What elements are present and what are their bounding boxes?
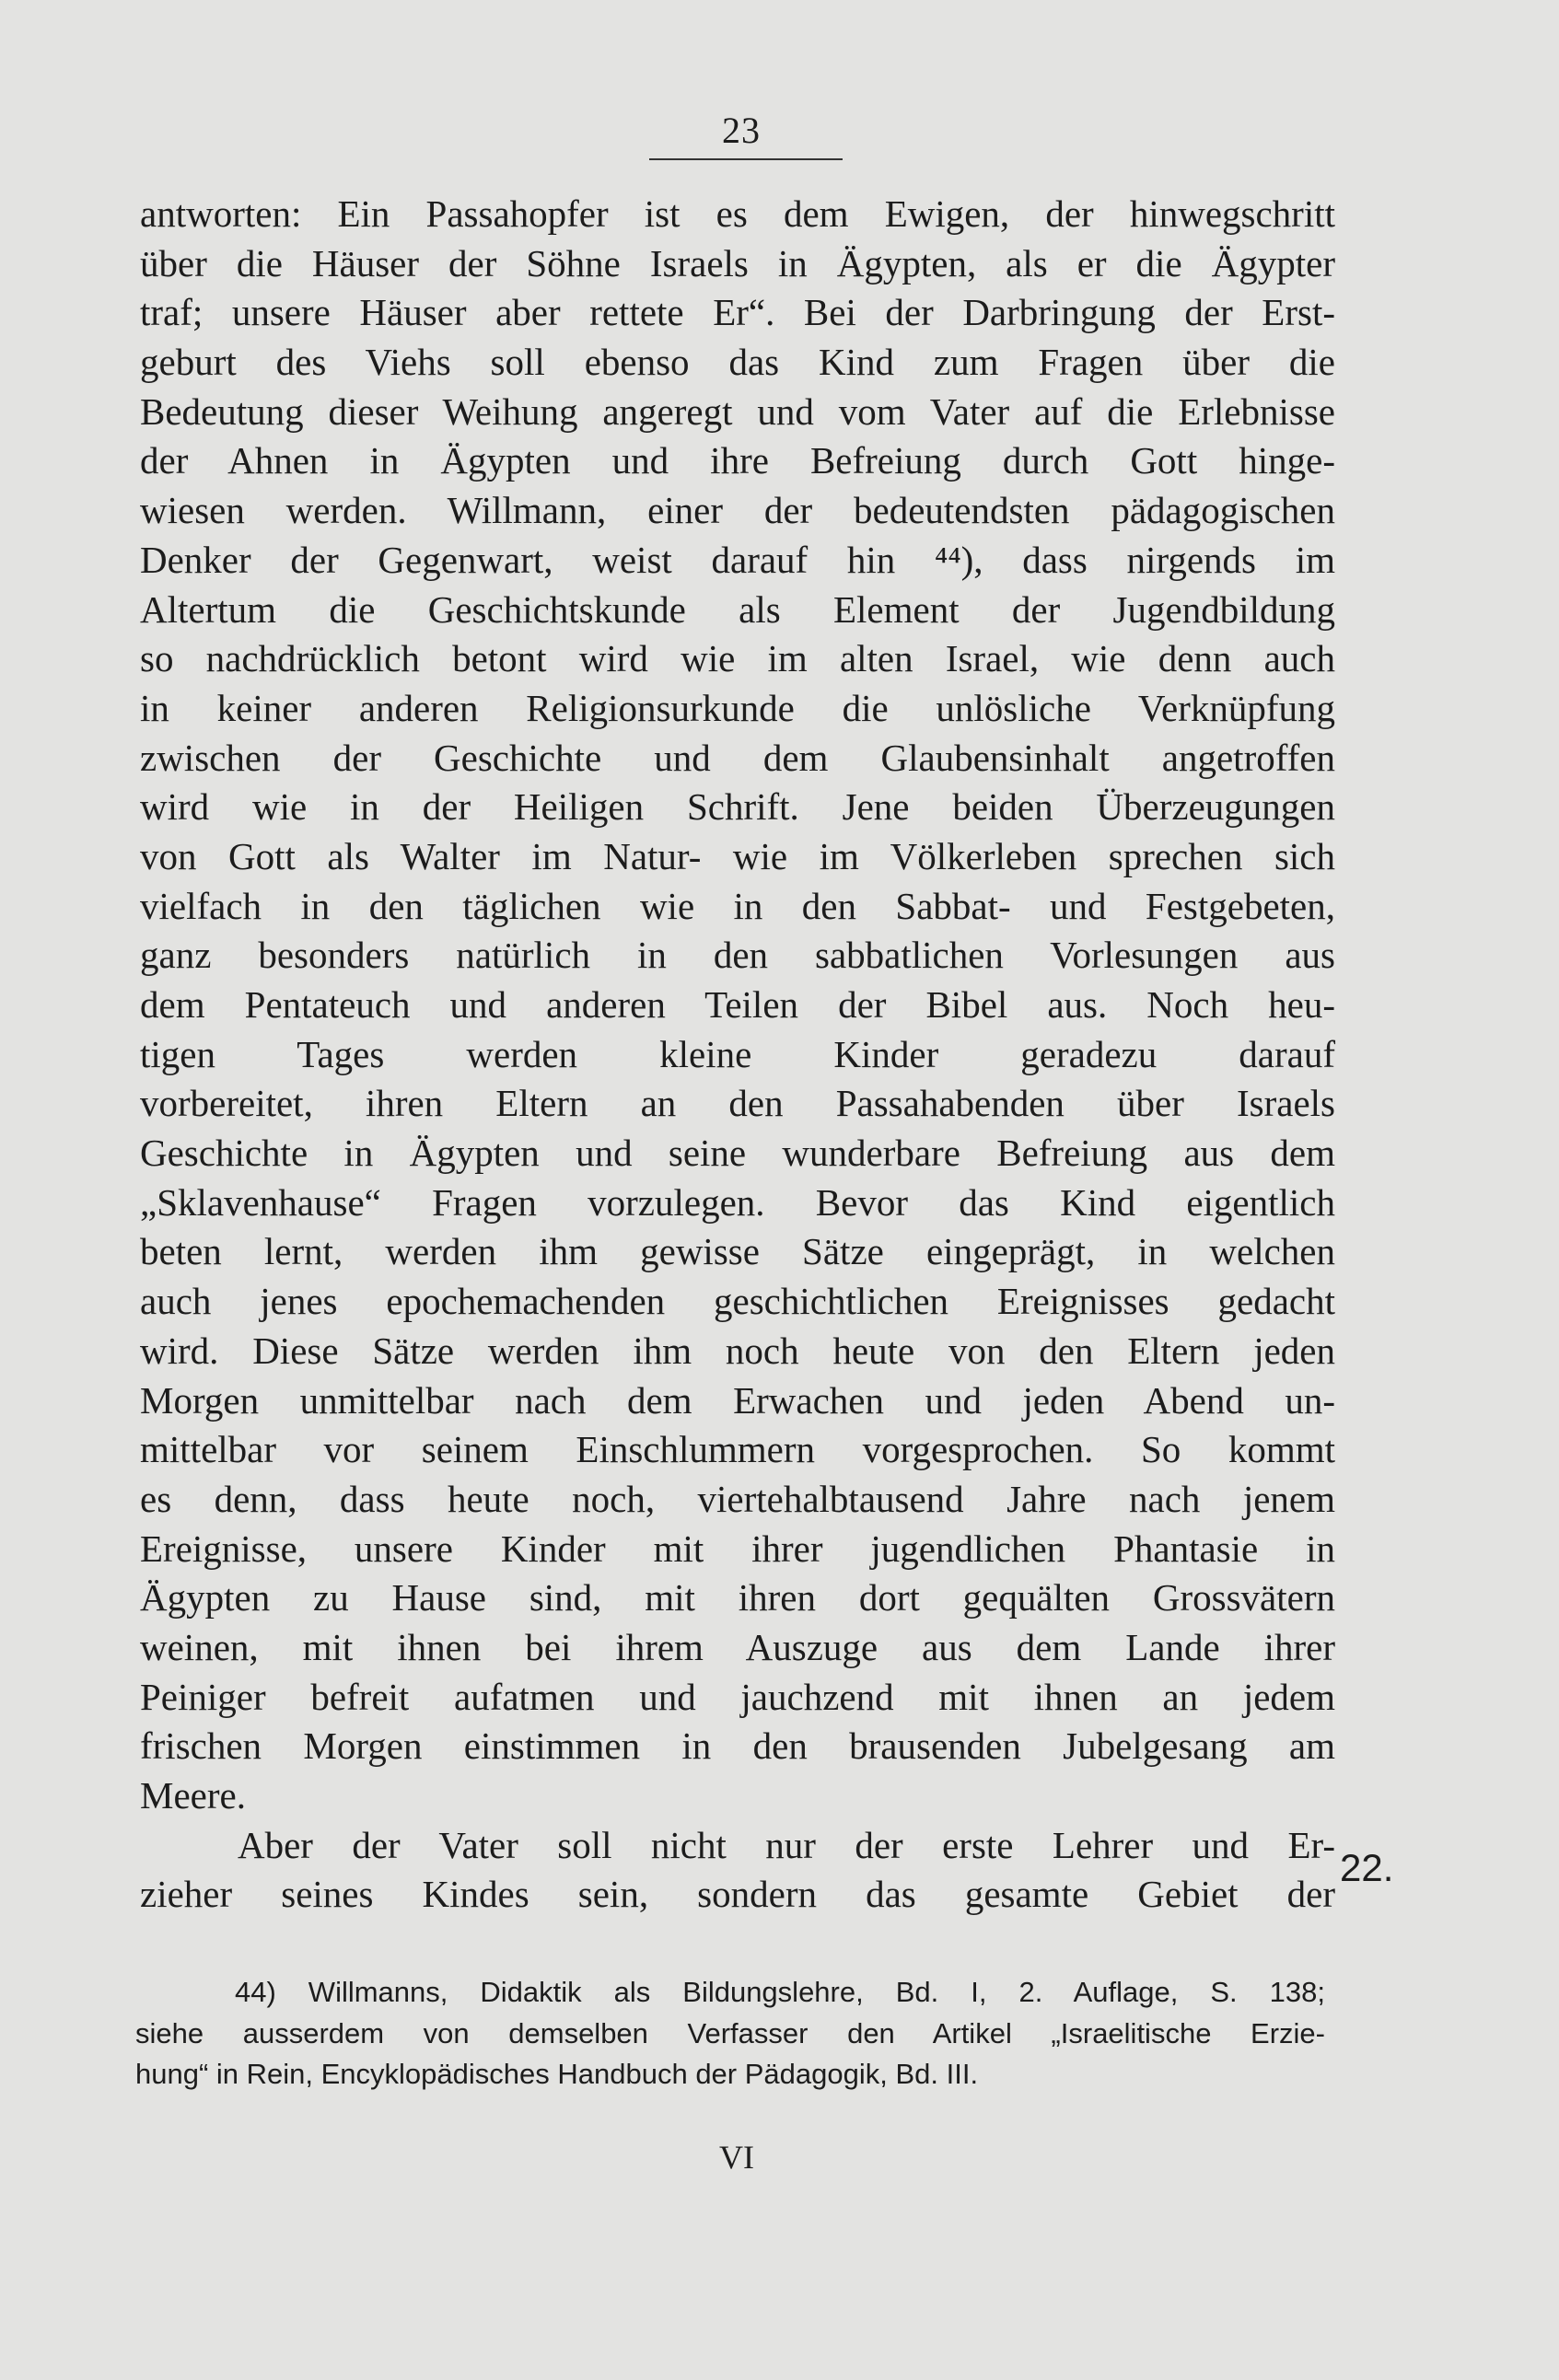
body-line: geburt des Viehs soll ebenso das Kind zum Fragen über die (140, 341, 1335, 384)
body-line: auch jenes epochemachenden geschichtlichen Ereignisses gedacht (140, 1280, 1335, 1323)
body-line: wird. Diese Sätze werden ihm noch heute von den Eltern jeden (140, 1329, 1335, 1372)
body-line: zwischen der Geschichte und dem Glaubensinhalt angetroffen (140, 736, 1335, 779)
body-line: mittelbar vor seinem Einschlummern vorgesprochen. So kommt (140, 1428, 1335, 1471)
body-text (140, 190, 1335, 1920)
body-line: „Sklavenhause“ Fragen vorzulegen. Bevor das Kind eigentlich (140, 1180, 1335, 1224)
footnotes (135, 1972, 1325, 2096)
body-line: Altertum die Geschichtskunde als Element der Jugendbildung (140, 587, 1335, 631)
body-line: Bedeutung dieser Weihung angeregt und vom Vater auf die Erlebnisse (140, 389, 1335, 433)
body-line: in keiner anderen Religionsurkunde die unlösliche Verknüpfung (140, 686, 1335, 729)
body-line: weinen, mit ihnen bei ihrem Auszuge aus dem Lande ihrer (140, 1625, 1335, 1668)
body-line: Peiniger befreit aufatmen und jauchzend mit ihnen an jedem (140, 1675, 1335, 1718)
body-line: dem Pentateuch und anderen Teilen der Bibel aus. Noch heu- (140, 983, 1335, 1026)
body-line: es denn, dass heute noch, viertehalbtausend Jahre nach jenem (140, 1477, 1335, 1520)
footnote-line: siehe ausserdem von demselben Verfasser den Artikel „Israelitische Erzie- (135, 2016, 1325, 2049)
body-line: wird wie in der Heiligen Schrift. Jene beiden Überzeugungen (140, 785, 1335, 829)
margin-note: 22. (1340, 1846, 1394, 1889)
body-line: beten lernt, werden ihm gewisse Sätze eingeprägt, in welchen (140, 1230, 1335, 1273)
body-line: Ägypten zu Hause sind, mit ihren dort gequälten Grossvätern (140, 1576, 1335, 1620)
body-line: traf; unsere Häuser aber rettete Er“. Bei der Darbringung der Erst- (140, 291, 1335, 334)
body-line: vorbereitet, ihren Eltern an den Passahabenden über Israels (140, 1082, 1335, 1125)
body-line: Morgen unmittelbar nach dem Erwachen und jeden Abend un- (140, 1378, 1335, 1422)
body-line: von Gott als Walter im Natur- wie im Völkerleben sprechen sich (140, 834, 1335, 877)
body-line: so nachdrücklich betont wird wie im alten Israel, wie denn auch (140, 637, 1335, 680)
body-line: Ereignisse, unsere Kinder mit ihrer jugendlichen Phantasie in (140, 1527, 1335, 1570)
body-line: Aber der Vater soll nicht nur der erste Lehrer und Er- (238, 1823, 1335, 1866)
footnote-line: 44) Willmanns, Didaktik als Bildungslehre, Bd. I, 2. Auflage, S. 138; (235, 1976, 1325, 2008)
body-line: zieher seines Kindes sein, sondern das gesamte Gebiet der (140, 1873, 1335, 1916)
body-line: Denker der Gegenwart, weist darauf hin ⁴⁴), dass nirgends im (140, 538, 1335, 581)
body-line: vielfach in den täglichen wie in den Sabbat- und Festgebeten, (140, 884, 1335, 927)
signature-mark: VI (719, 2139, 754, 2176)
body-line: antworten: Ein Passahopfer ist es dem Ewigen, der hinwegschritt (140, 192, 1335, 235)
page-number: 23 (722, 110, 761, 151)
body-line: tigen Tages werden kleine Kinder geradezu darauf (140, 1032, 1335, 1075)
page-number-rule (649, 158, 843, 160)
body-line: über die Häuser der Söhne Israels in Ägypten, als er die Ägypter (140, 241, 1335, 284)
body-line: Geschichte in Ägypten und seine wunderbare Befreiung aus dem (140, 1132, 1335, 1175)
body-line: Meere. (140, 1774, 246, 1817)
body-line: wiesen werden. Willmann, einer der bedeutendsten pädagogischen (140, 489, 1335, 532)
footnote-line: hung“ in Rein, Encyklopädisches Handbuch der Pädagogik, Bd. III. (135, 2058, 979, 2091)
body-line: der Ahnen in Ägypten und ihre Befreiung durch Gott hinge- (140, 439, 1335, 482)
body-line: frischen Morgen einstimmen in den brausenden Jubelgesang am (140, 1724, 1335, 1768)
body-line: ganz besonders natürlich in den sabbatlichen Vorlesungen aus (140, 934, 1335, 977)
